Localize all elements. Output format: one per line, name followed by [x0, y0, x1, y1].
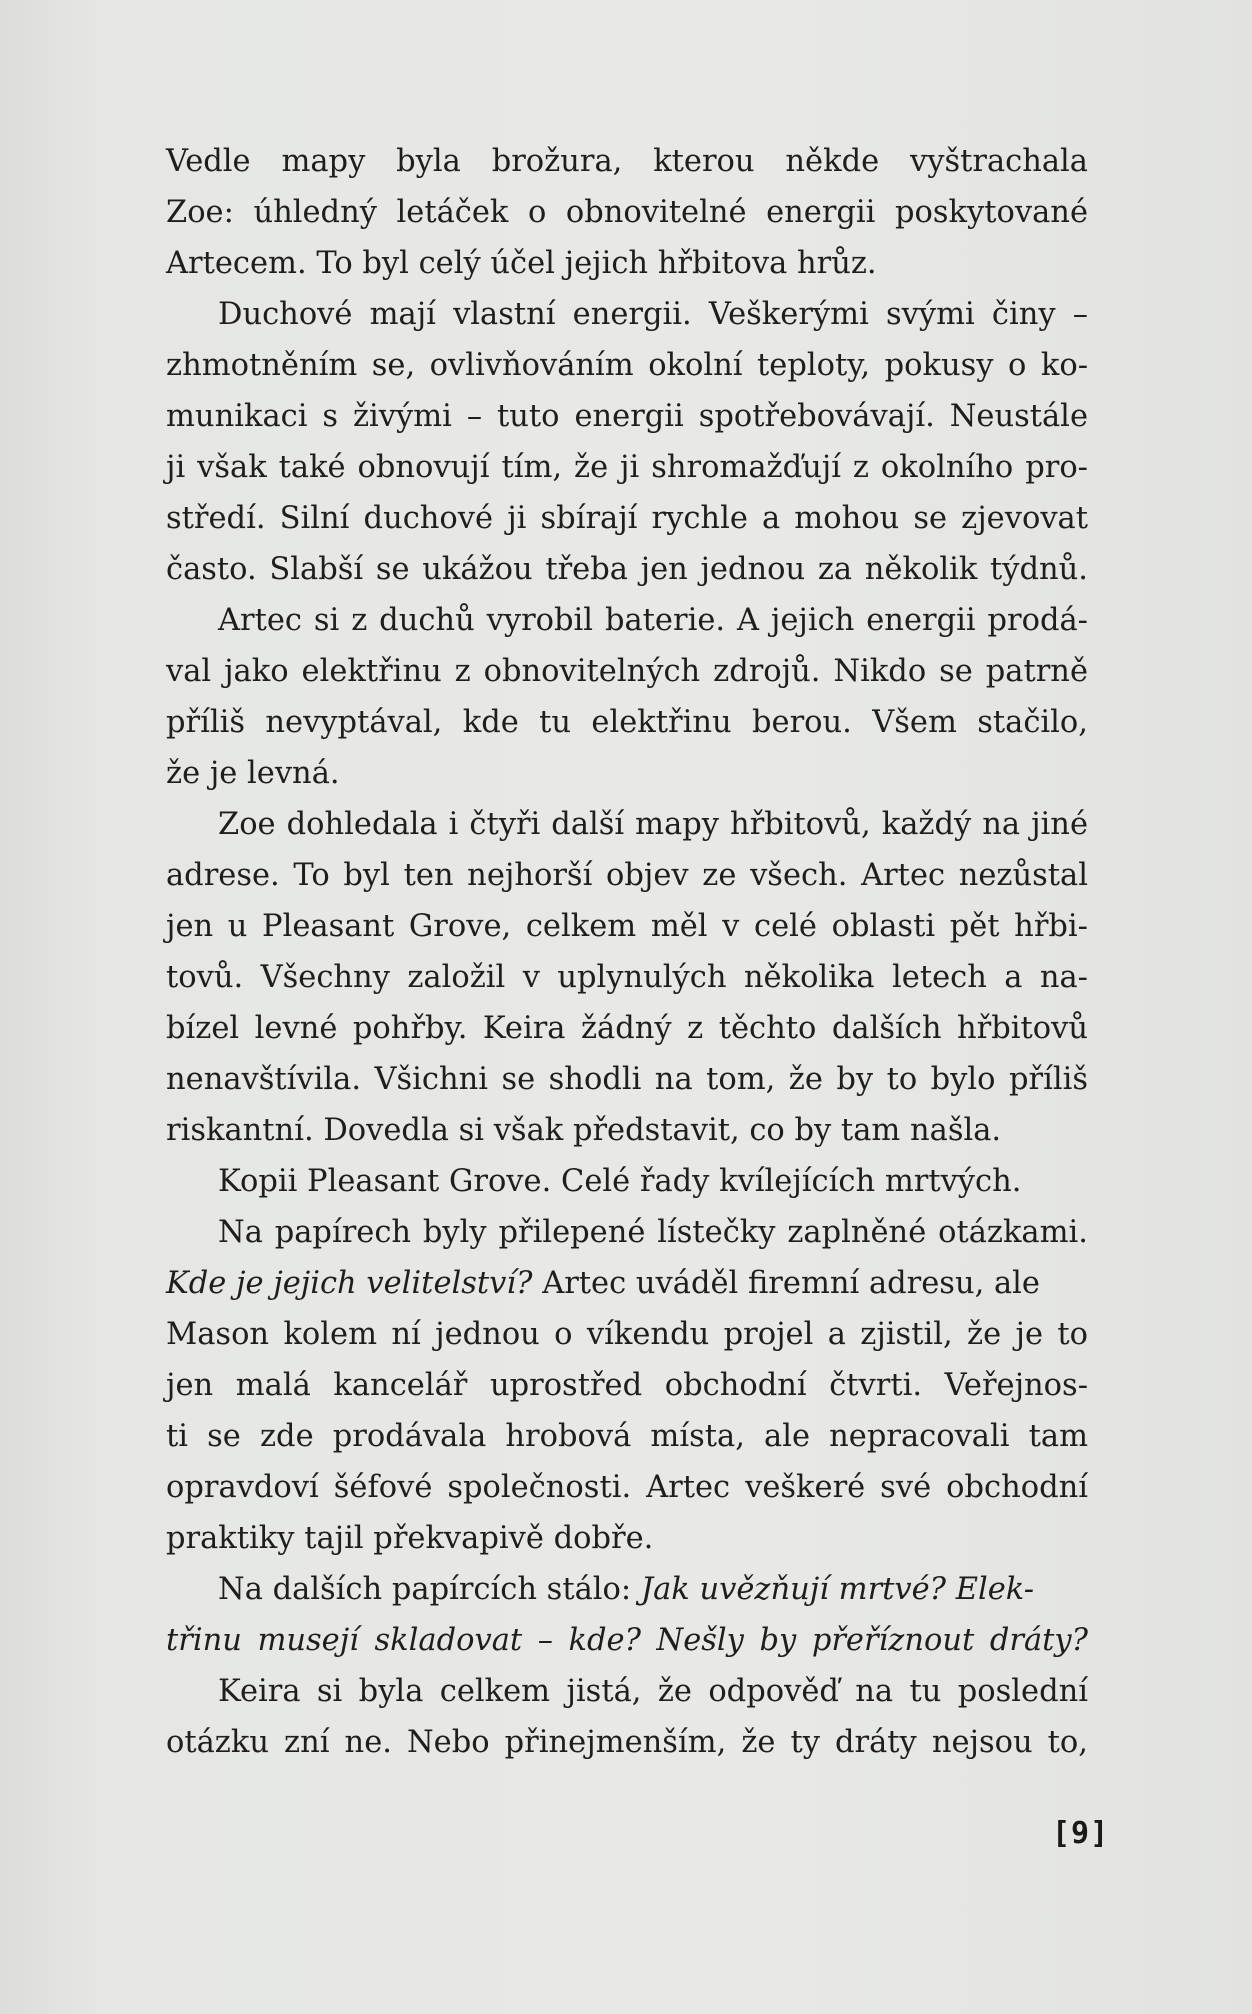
text-line: riskantní. Dovedla si však představit, co by tam našla. — [166, 1113, 1002, 1148]
text-line: Vedle mapy byla brožura, kterou někde vyštrachala — [166, 144, 1088, 179]
text-line: středí. Silní duchové ji sbírají rychle a mohou se zjevovat — [166, 501, 1088, 536]
text-line: praktiky tajil překvapivě dobře. — [166, 1521, 654, 1556]
text-line: Duchové mají vlastní energii. Veškerými svými činy – — [218, 297, 1088, 332]
text-line: Artec si z duchů vyrobil baterie. A jejich energii prodá- — [218, 603, 1088, 638]
text-line: ti se zde prodávala hrobová místa, ale nepracovali tam — [166, 1419, 1088, 1454]
italic-question: Jak uvězňují mrtvé? Elek- — [640, 1572, 1035, 1607]
body-text — [166, 136, 1088, 1768]
text-line: nenavštívila. Všichni se shodli na tom, že by to bylo příliš — [166, 1062, 1088, 1097]
text-segment: Na dalších papírcích stálo: — [218, 1572, 641, 1607]
text-line: Zoe: úhledný letáček o obnovitelné energii poskytované — [166, 195, 1088, 230]
text-line: otázku zní ne. Nebo přinejmenším, že ty dráty nejsou to, — [166, 1725, 1088, 1760]
text-line: třinu musejí skladovat – kde? Nešly by přeříznout dráty? — [166, 1623, 1088, 1658]
text-line — [166, 1564, 1088, 1615]
text-line: ji však také obnovují tím, že ji shromažďují z okolního pro- — [166, 450, 1088, 485]
text-line: Mason kolem ní jednou o víkendu projel a zjistil, že je to — [166, 1317, 1088, 1352]
text-line: často. Slabší se ukážou třeba jen jednou za několik týdnů. — [166, 552, 1088, 587]
text-line: opravdoví šéfové společnosti. Artec veškeré své obchodní — [166, 1470, 1088, 1505]
text-line: příliš nevyptával, kde tu elektřinu berou. Všem stačilo, — [166, 705, 1088, 740]
italic-question: Kde je jejich velitelství? — [166, 1266, 533, 1301]
text-line: bízel levné pohřby. Keira žádný z těchto dalších hřbitovů — [166, 1011, 1088, 1046]
text-segment: Artec uváděl firemní adresu, ale — [532, 1266, 1040, 1301]
text-line: Na papírech byly přilepené lístečky zaplněné otázkami. — [218, 1215, 1088, 1250]
text-line: Kopii Pleasant Grove. Celé řady kvílejících mrtvých. — [218, 1164, 1022, 1199]
text-line: že je levná. — [166, 756, 340, 791]
page-number: [9] — [1052, 1816, 1110, 1851]
text-line: val jako elektřinu z obnovitelných zdrojů. Nikdo se patrně — [166, 654, 1088, 689]
text-line: jen malá kancelář uprostřed obchodní čtvrti. Veřejnos- — [166, 1368, 1088, 1403]
text-line: zhmotněním se, ovlivňováním okolní teploty, pokusy o ko- — [166, 348, 1088, 383]
text-line: tovů. Všechny založil v uplynulých několika letech a na- — [166, 960, 1088, 995]
text-line: Keira si byla celkem jistá, že odpověď na tu poslední — [218, 1674, 1088, 1709]
text-line — [166, 1258, 1088, 1309]
text-line: Zoe dohledala i čtyři další mapy hřbitovů, každý na jiné — [218, 807, 1088, 842]
text-line: adrese. To byl ten nejhorší objev ze všech. Artec nezůstal — [166, 858, 1088, 893]
text-line: Artecem. To byl celý účel jejich hřbitova hrůz. — [166, 246, 877, 281]
text-line: munikaci s živými – tuto energii spotřebovávají. Neustále — [166, 399, 1088, 434]
text-line: jen u Pleasant Grove, celkem měl v celé oblasti pět hřbi- — [166, 909, 1088, 944]
